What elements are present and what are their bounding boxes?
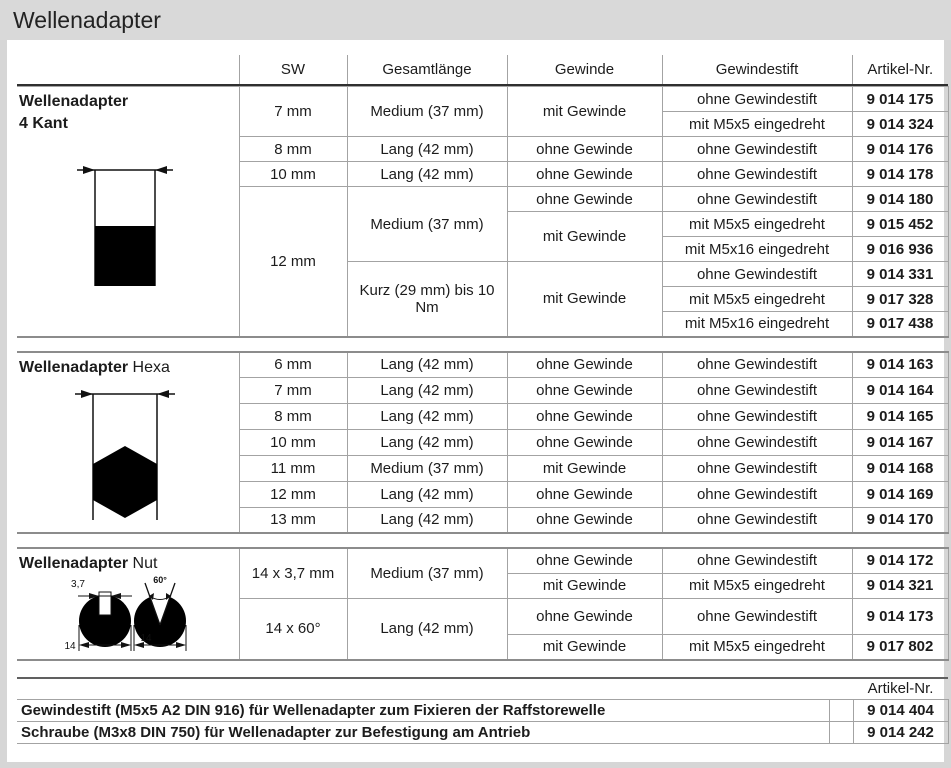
section-label-4kant bbox=[17, 87, 239, 337]
section-subtitle: Hexa bbox=[132, 358, 170, 376]
section-subtitle: 4 Kant bbox=[19, 114, 68, 132]
table-cell: 14 x 3,7 mm bbox=[239, 548, 347, 598]
table-cell: 10 mm bbox=[239, 429, 347, 455]
table-cell: 7 mm bbox=[239, 377, 347, 403]
table-cell: ohne Gewinde bbox=[507, 481, 662, 507]
table-cell: 11 mm bbox=[239, 455, 347, 481]
square-shaft-diagram bbox=[20, 134, 232, 306]
nut-angle-label: 60° bbox=[152, 574, 167, 585]
table-row bbox=[17, 700, 948, 722]
artikel-cell: 9 014 165 bbox=[852, 403, 948, 429]
table-cell: mit Gewinde bbox=[507, 87, 662, 137]
table-cell: Medium (37 mm) bbox=[347, 87, 507, 137]
table-cell: ohne Gewindestift bbox=[662, 187, 852, 212]
table-cell: 10 mm bbox=[239, 162, 347, 187]
table-cell: 7 mm bbox=[239, 87, 347, 137]
table-cell: Medium (37 mm) bbox=[347, 455, 507, 481]
table-cell: 6 mm bbox=[239, 352, 347, 378]
table-cell: 12 mm bbox=[239, 187, 347, 337]
table-row bbox=[17, 548, 948, 573]
accessories-table bbox=[17, 677, 949, 745]
table-cell: Lang (42 mm) bbox=[347, 403, 507, 429]
table-cell: ohne Gewinde bbox=[507, 429, 662, 455]
accessories-artikel-header: Artikel-Nr. bbox=[853, 678, 948, 700]
table-cell: ohne Gewinde bbox=[507, 598, 662, 635]
table-cell: mit Gewinde bbox=[507, 635, 662, 660]
artikel-cell: 9 017 328 bbox=[852, 287, 948, 312]
table-cell: Medium (37 mm) bbox=[347, 187, 507, 262]
section-title: Wellenadapter bbox=[19, 358, 129, 376]
table-cell: ohne Gewinde bbox=[507, 137, 662, 162]
artikel-cell: 9 014 404 bbox=[853, 700, 948, 722]
table-cell: ohne Gewindestift bbox=[662, 481, 852, 507]
table-cell: mit Gewinde bbox=[507, 573, 662, 598]
artikel-cell: 9 014 168 bbox=[852, 455, 948, 481]
table-cell: mit M5x5 eingedreht bbox=[662, 212, 852, 237]
table-cell: Lang (42 mm) bbox=[347, 137, 507, 162]
section-label-hexa bbox=[17, 352, 239, 534]
nut-shaft-diagram bbox=[20, 575, 232, 655]
table-cell: mit Gewinde bbox=[507, 262, 662, 337]
column-header-empty bbox=[17, 55, 239, 85]
table-cell: ohne Gewinde bbox=[507, 187, 662, 212]
artikel-cell: 9 016 936 bbox=[852, 237, 948, 262]
table-cell: Lang (42 mm) bbox=[347, 377, 507, 403]
table-cell: ohne Gewindestift bbox=[662, 162, 852, 187]
page-title: Wellenadapter bbox=[13, 6, 161, 33]
table-cell: Lang (42 mm) bbox=[347, 352, 507, 378]
accessory-description: Schraube (M3x8 DIN 750) für Wellenadapter zur Befestigung am Antrieb bbox=[17, 722, 829, 744]
table-cell: mit M5x5 eingedreht bbox=[662, 287, 852, 312]
column-header-gesamtlaenge: Gesamtlänge bbox=[347, 55, 507, 85]
section-title: Wellenadapter bbox=[19, 93, 129, 110]
table-cell: ohne Gewindestift bbox=[662, 87, 852, 112]
table-cell: ohne Gewinde bbox=[507, 162, 662, 187]
table-cell: 12 mm bbox=[239, 481, 347, 507]
artikel-cell: 9 014 169 bbox=[852, 481, 948, 507]
table-cell: ohne Gewindestift bbox=[662, 455, 852, 481]
artikel-cell: 9 014 175 bbox=[852, 87, 948, 112]
table-cell: ohne Gewindestift bbox=[662, 352, 852, 378]
spacer-cell bbox=[829, 700, 853, 722]
table-cell: ohne Gewindestift bbox=[662, 262, 852, 287]
spec-table-nut bbox=[17, 547, 949, 661]
artikel-cell: 9 014 331 bbox=[852, 262, 948, 287]
artikel-cell: 9 014 180 bbox=[852, 187, 948, 212]
table-cell: ohne Gewinde bbox=[507, 548, 662, 573]
spec-table-hexa bbox=[17, 351, 949, 535]
nut-slot-width-label: 3,7 bbox=[70, 578, 85, 590]
table-cell: ohne Gewindestift bbox=[662, 429, 852, 455]
table-cell: mit M5x5 eingedreht bbox=[662, 112, 852, 137]
table-cell: ohne Gewindestift bbox=[662, 403, 852, 429]
spacer-cell bbox=[829, 722, 853, 744]
table-cell: ohne Gewinde bbox=[507, 403, 662, 429]
artikel-cell: 9 014 321 bbox=[852, 573, 948, 598]
artikel-cell: 9 015 452 bbox=[852, 212, 948, 237]
table-cell bbox=[17, 678, 853, 700]
table-cell: ohne Gewindestift bbox=[662, 377, 852, 403]
table-cell: ohne Gewinde bbox=[507, 352, 662, 378]
table-cell: Lang (42 mm) bbox=[347, 598, 507, 660]
table-cell: ohne Gewinde bbox=[507, 377, 662, 403]
artikel-cell: 9 014 176 bbox=[852, 137, 948, 162]
column-header-table bbox=[17, 55, 948, 86]
table-cell: 8 mm bbox=[239, 403, 347, 429]
table-cell: Medium (37 mm) bbox=[347, 548, 507, 598]
table-row bbox=[17, 678, 948, 700]
table-cell: mit M5x5 eingedreht bbox=[662, 635, 852, 660]
table-cell: 8 mm bbox=[239, 137, 347, 162]
table-cell: Lang (42 mm) bbox=[347, 481, 507, 507]
table-cell: ohne Gewindestift bbox=[662, 137, 852, 162]
artikel-cell: 9 014 172 bbox=[852, 548, 948, 573]
table-cell: Kurz (29 mm) bis 10 Nm bbox=[347, 262, 507, 337]
artikel-cell: 9 014 178 bbox=[852, 162, 948, 187]
artikel-cell: 9 014 164 bbox=[852, 377, 948, 403]
table-row bbox=[17, 722, 948, 744]
artikel-cell: 9 014 242 bbox=[853, 722, 948, 744]
table-cell: 14 x 60° bbox=[239, 598, 347, 660]
page-title-bar bbox=[0, 0, 951, 40]
artikel-cell: 9 014 170 bbox=[852, 507, 948, 533]
table-cell: mit M5x16 eingedreht bbox=[662, 312, 852, 337]
table-row bbox=[17, 352, 948, 378]
table-cell: ohne Gewindestift bbox=[662, 507, 852, 533]
accessory-description: Gewindestift (M5x5 A2 DIN 916) für Wellenadapter zum Fixieren der Raffstorewelle bbox=[17, 700, 829, 722]
table-cell: mit M5x16 eingedreht bbox=[662, 237, 852, 262]
artikel-cell: 9 017 802 bbox=[852, 635, 948, 660]
column-header-gewindestift: Gewindestift bbox=[662, 55, 852, 85]
artikel-cell: 9 014 324 bbox=[852, 112, 948, 137]
artikel-cell: 9 014 167 bbox=[852, 429, 948, 455]
table-cell: Lang (42 mm) bbox=[347, 507, 507, 533]
table-cell: Lang (42 mm) bbox=[347, 162, 507, 187]
table-cell: 13 mm bbox=[239, 507, 347, 533]
table-cell: ohne Gewindestift bbox=[662, 598, 852, 635]
table-cell: mit M5x5 eingedreht bbox=[662, 573, 852, 598]
artikel-cell: 9 017 438 bbox=[852, 312, 948, 337]
table-cell: ohne Gewinde bbox=[507, 507, 662, 533]
table-cell: Lang (42 mm) bbox=[347, 429, 507, 455]
column-header-sw: SW bbox=[239, 55, 347, 85]
catalog-page bbox=[7, 40, 944, 762]
column-header-artikel-nr: Artikel-Nr. bbox=[852, 55, 948, 85]
nut-diameter-left-label: 14 bbox=[64, 640, 76, 652]
table-cell: ohne Gewindestift bbox=[662, 548, 852, 573]
section-label-nut bbox=[17, 548, 239, 660]
nut-diameter-right-label: 14 bbox=[140, 632, 152, 644]
artikel-cell: 9 014 173 bbox=[852, 598, 948, 635]
column-header-gewinde: Gewinde bbox=[507, 55, 662, 85]
table-row bbox=[17, 87, 948, 112]
table-cell: mit Gewinde bbox=[507, 455, 662, 481]
section-subtitle: Nut bbox=[132, 555, 158, 573]
table-cell: mit Gewinde bbox=[507, 212, 662, 262]
artikel-cell: 9 014 163 bbox=[852, 352, 948, 378]
spec-table-4kant bbox=[17, 86, 949, 338]
section-title: Wellenadapter bbox=[19, 555, 129, 573]
hexagon-shaft-diagram bbox=[20, 378, 232, 528]
